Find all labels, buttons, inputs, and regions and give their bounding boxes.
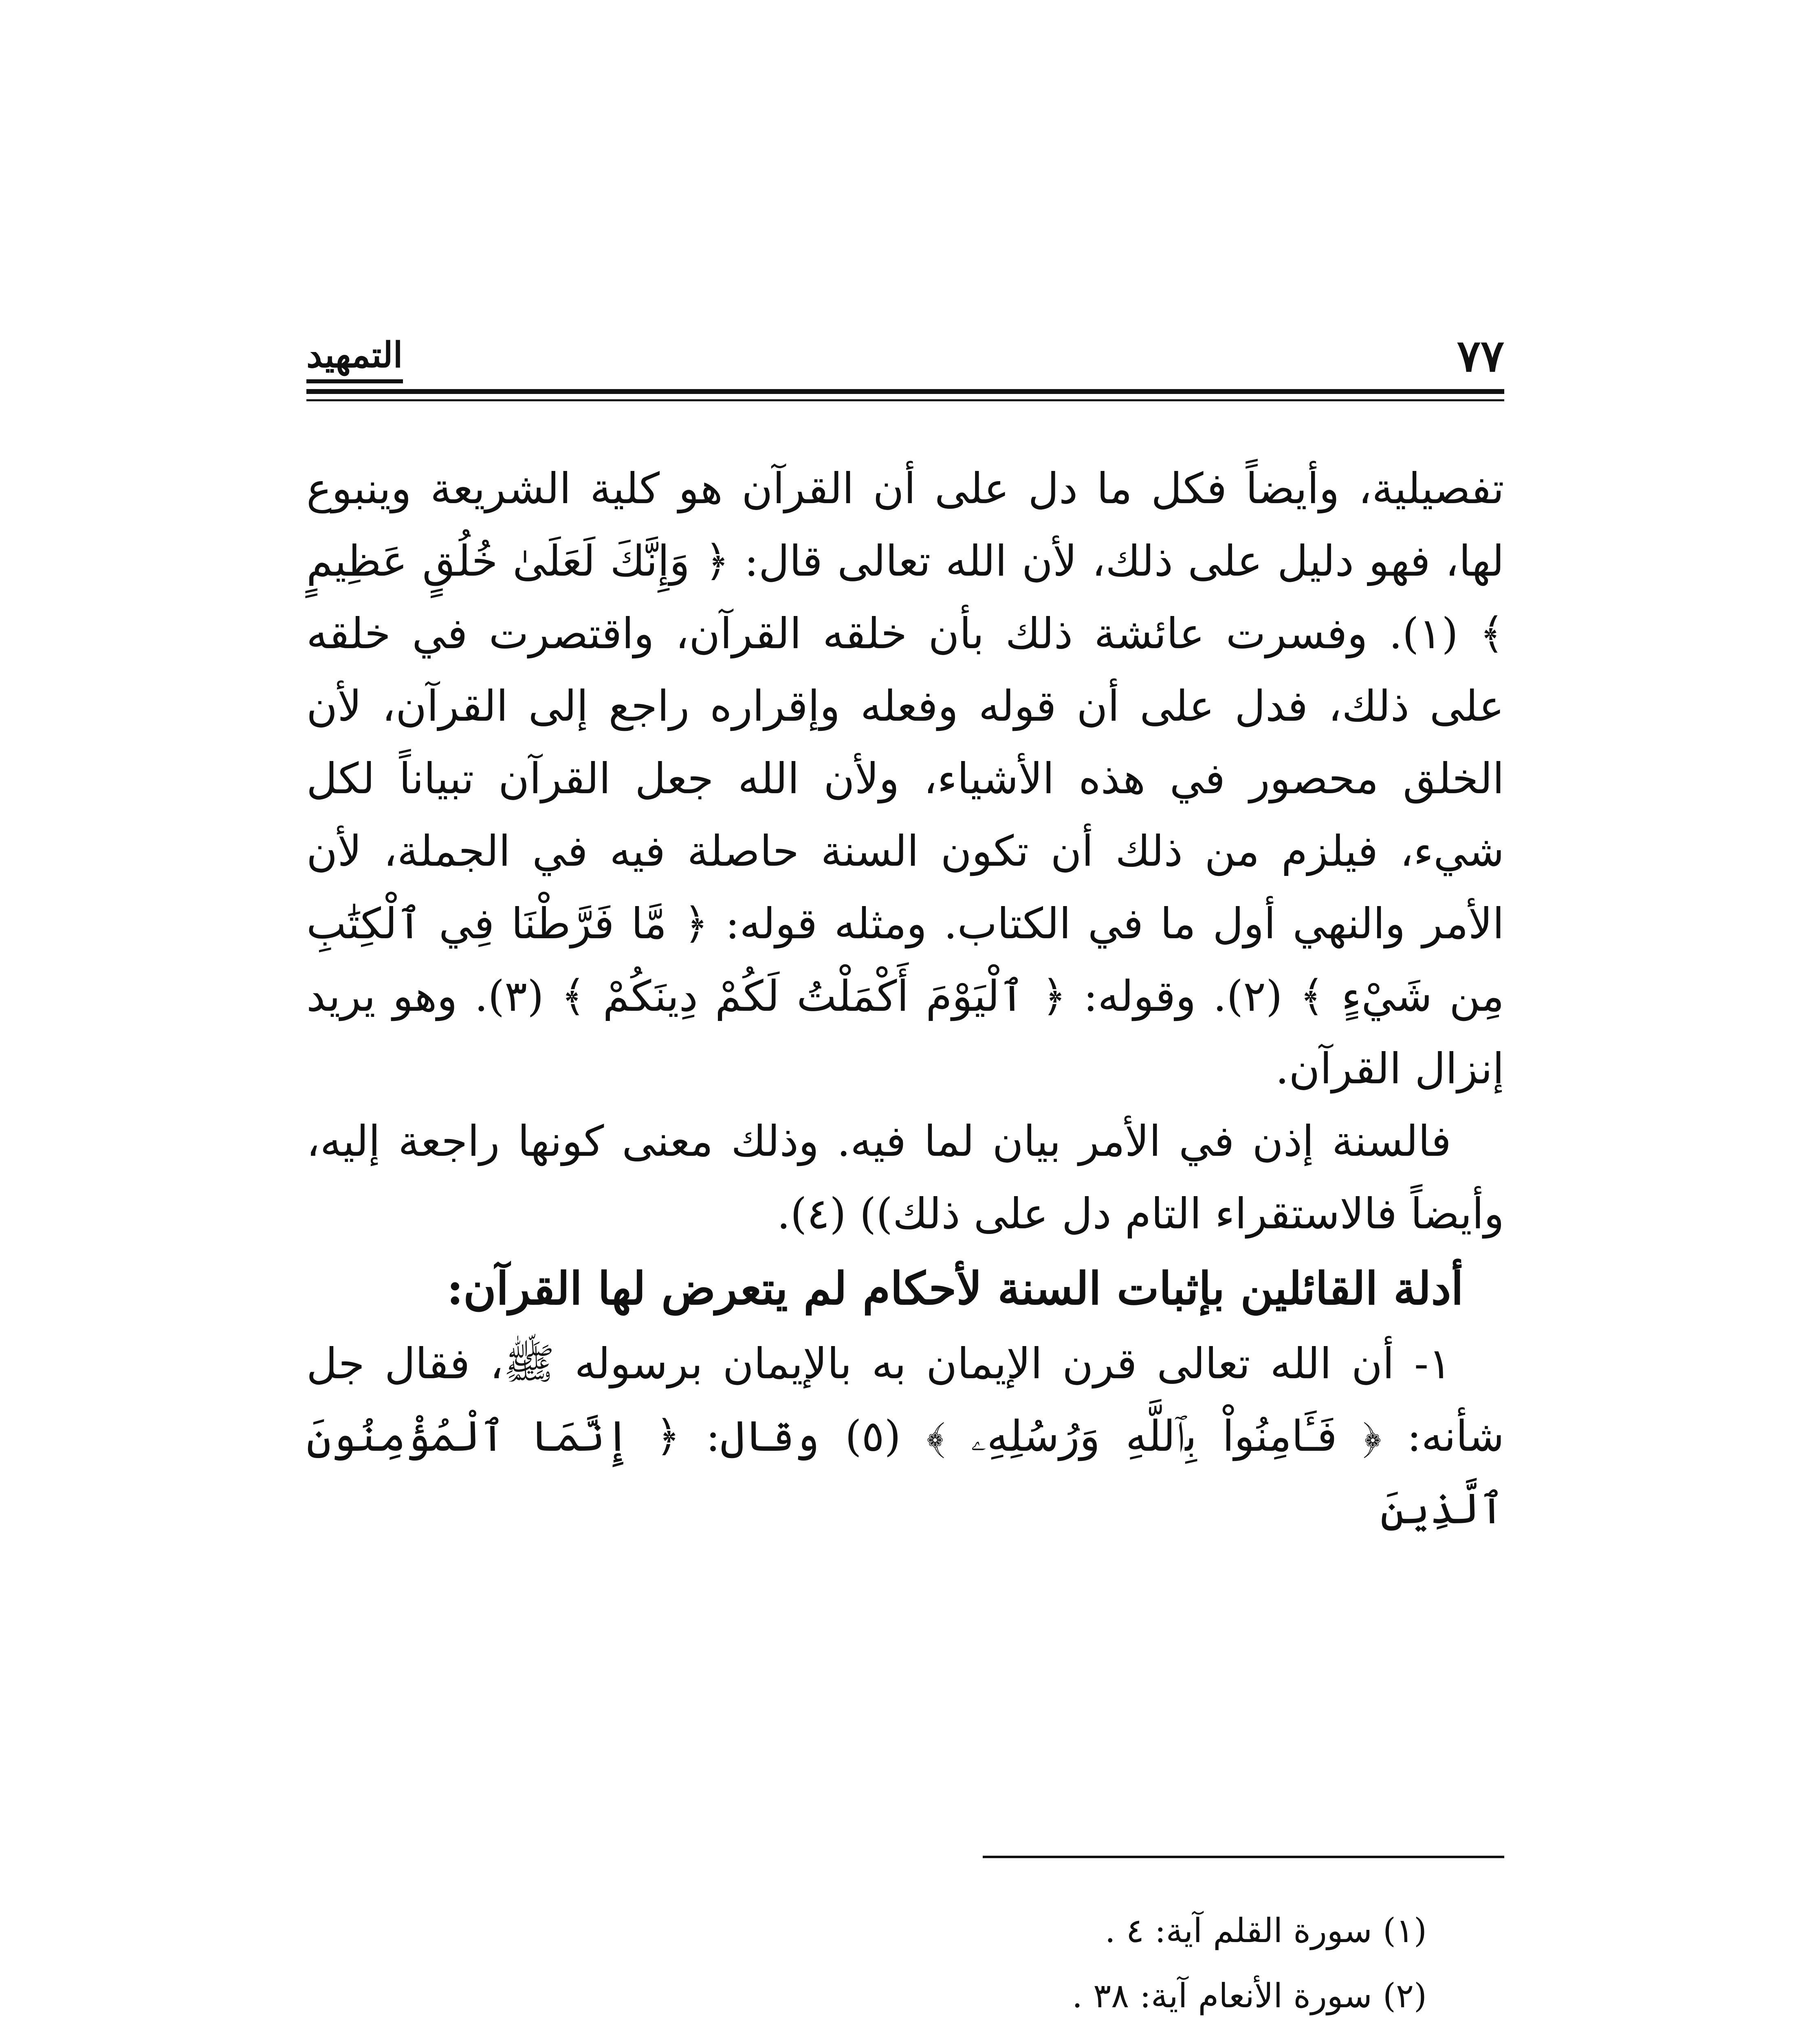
footnotes (306, 1898, 1504, 2037)
footnote-3 (306, 2029, 1427, 2037)
section-heading: أدلة القائلين بإثبات السنة لأحكام لم يتعرض لها القرآن: (447, 1262, 1463, 1315)
paragraph-1: تفصيلية، وأيضاً فكل ما دل على أن القرآن هو كلية الشريعة وينبوع لها، فهو دليل على ذلك، لأن الله تعالى قال: ﴿ وَإِنَّكَ لَعَلَىٰ خُلُقٍ عَظِيمٍ ﴾ (١). وفسرت عائشة ذلك بأن خلقه القرآن، واقتصرت في خلقه على ذلك، فدل على أن قوله وفعله وإقراره راجع إلى القرآن، لأن الخلق محصور في هذه الأشياء، ولأن الله جعل القرآن تبياناً لكل شيء، فيلزم من ذلك أن تكون السنة حاصلة فيه في الجملة، لأن الأمر والنهي أول ما في الكتاب. ومثله قوله: ﴿ مَّا فَرَّطْنَا فِي ٱلْكِتَٰبِ مِن شَيْءٍ ﴾ (٢). وقوله: ﴿ ٱلْيَوْمَ أَكْمَلْتُ لَكُمْ دِينَكُمْ ﴾ (٣). وهو يريد إنزال القرآن. (306, 464, 1505, 1093)
header-rule-thin (306, 399, 1504, 401)
page-header (306, 330, 1504, 403)
body-text (306, 452, 1504, 1545)
page-number: ٧٧ (1457, 330, 1504, 382)
footnote-1: (١) سورة القلم آية: ٤ . (1105, 1912, 1427, 1950)
paragraph-2: فالسنة إذن في الأمر بيان لما فيه. وذلك معنى كونها راجعة إليه، وأيضاً فالاستقراء التام دل على ذلك)) (٤). (306, 1116, 1504, 1238)
footnote-divider (983, 1856, 1504, 1858)
footnote-2: (٢) سورة الأنعام آية: ٣٨ . (1072, 1977, 1427, 2015)
point-1: ١- أن الله تعالى قرن الإيمان به بالإيمان برسوله ﷺ، فقال جل شأنه: ﴿ فَـَٔامِنُواْ بِٱللَّهِ وَرُسُلِهِۦ ﴾ (٥) وقال: ﴿ إِنَّمَا ٱلْمُؤْمِنُونَ ٱلَّذِينَ (306, 1339, 1504, 1533)
header-rule-thick (306, 389, 1504, 394)
running-title: التمهيد (306, 334, 403, 383)
